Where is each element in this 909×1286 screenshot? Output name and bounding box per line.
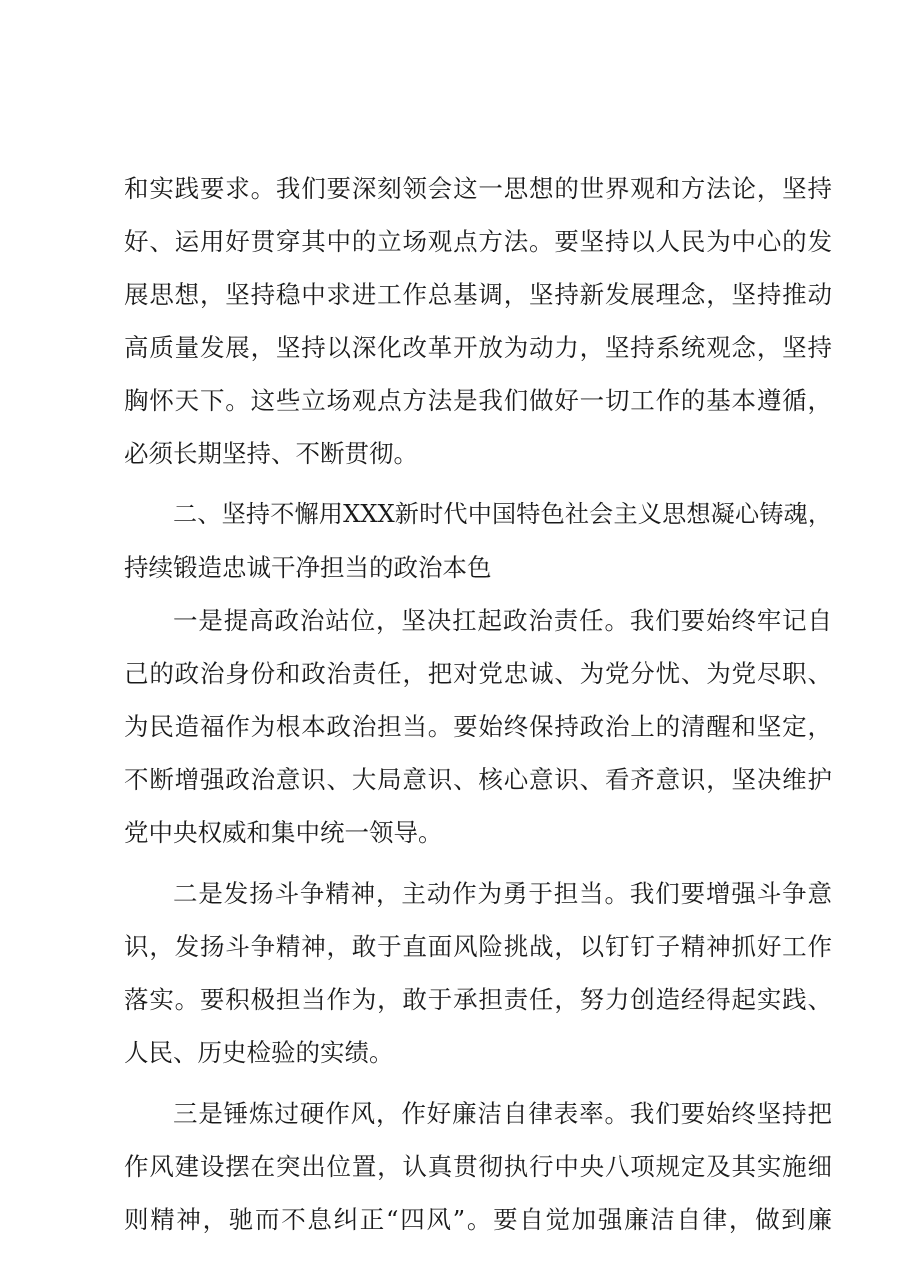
text-line: 展思想，坚持稳中求进工作总基调，坚持新发展理念，坚持推动 bbox=[124, 280, 832, 309]
heading-line: 持续锻造忠诚干净担当的政治本色 bbox=[124, 553, 492, 582]
section-heading-two bbox=[124, 488, 832, 594]
text-line: 和实践要求。我们要深刻领会这一思想的世界观和方法论，坚持 bbox=[124, 174, 832, 203]
paragraph-struggle-spirit bbox=[124, 867, 832, 1079]
text-line: 识，发扬斗争精神，敢于直面风险挑战，以钉钉子精神抓好工作 bbox=[124, 932, 832, 961]
paragraph-worldview bbox=[124, 162, 832, 480]
text-line: 高质量发展，坚持以深化改革开放为动力，坚持系统观念，坚持 bbox=[124, 333, 832, 362]
text-line: 三是锤炼过硬作风，作好廉洁自律表率。我们要始终坚持把 bbox=[173, 1099, 832, 1128]
text-line: 胸怀天下。这些立场观点方法是我们做好一切工作的基本遵循， bbox=[124, 386, 832, 415]
text-line: 则精神，驰而不息纠正“四风”。要自觉加强廉洁自律，做到廉 bbox=[124, 1205, 832, 1234]
heading-line: 二、坚持不懈用XXX新时代中国特色社会主义思想凝心铸魂， bbox=[173, 500, 832, 528]
paragraph-work-style bbox=[124, 1087, 832, 1246]
text-line: 为民造福作为根本政治担当。要始终保持政治上的清醒和坚定， bbox=[124, 712, 832, 741]
paragraph-political-stance bbox=[124, 594, 832, 859]
text-line: 必须长期坚持、不断贯彻。 bbox=[124, 439, 418, 468]
text-line: 作风建设摆在突出位置，认真贯彻执行中央八项规定及其实施细 bbox=[124, 1152, 832, 1181]
text-line: 人民、历史检验的实绩。 bbox=[124, 1038, 394, 1067]
text-line: 一是提高政治站位，坚决扛起政治责任。我们要始终牢记自 bbox=[173, 606, 832, 635]
document-body bbox=[124, 162, 832, 1246]
text-line: 二是发扬斗争精神，主动作为勇于担当。我们要增强斗争意 bbox=[173, 879, 832, 908]
text-line: 好、运用好贯穿其中的立场观点方法。要坚持以人民为中心的发 bbox=[124, 227, 832, 256]
text-line: 不断增强政治意识、大局意识、核心意识、看齐意识，坚决维护 bbox=[124, 765, 832, 794]
text-line: 落实。要积极担当作为，敢于承担责任，努力创造经得起实践、 bbox=[124, 985, 832, 1014]
text-line: 己的政治身份和政治责任，把对党忠诚、为党分忧、为党尽职、 bbox=[124, 659, 832, 688]
text-line: 党中央权威和集中统一领导。 bbox=[124, 818, 443, 847]
